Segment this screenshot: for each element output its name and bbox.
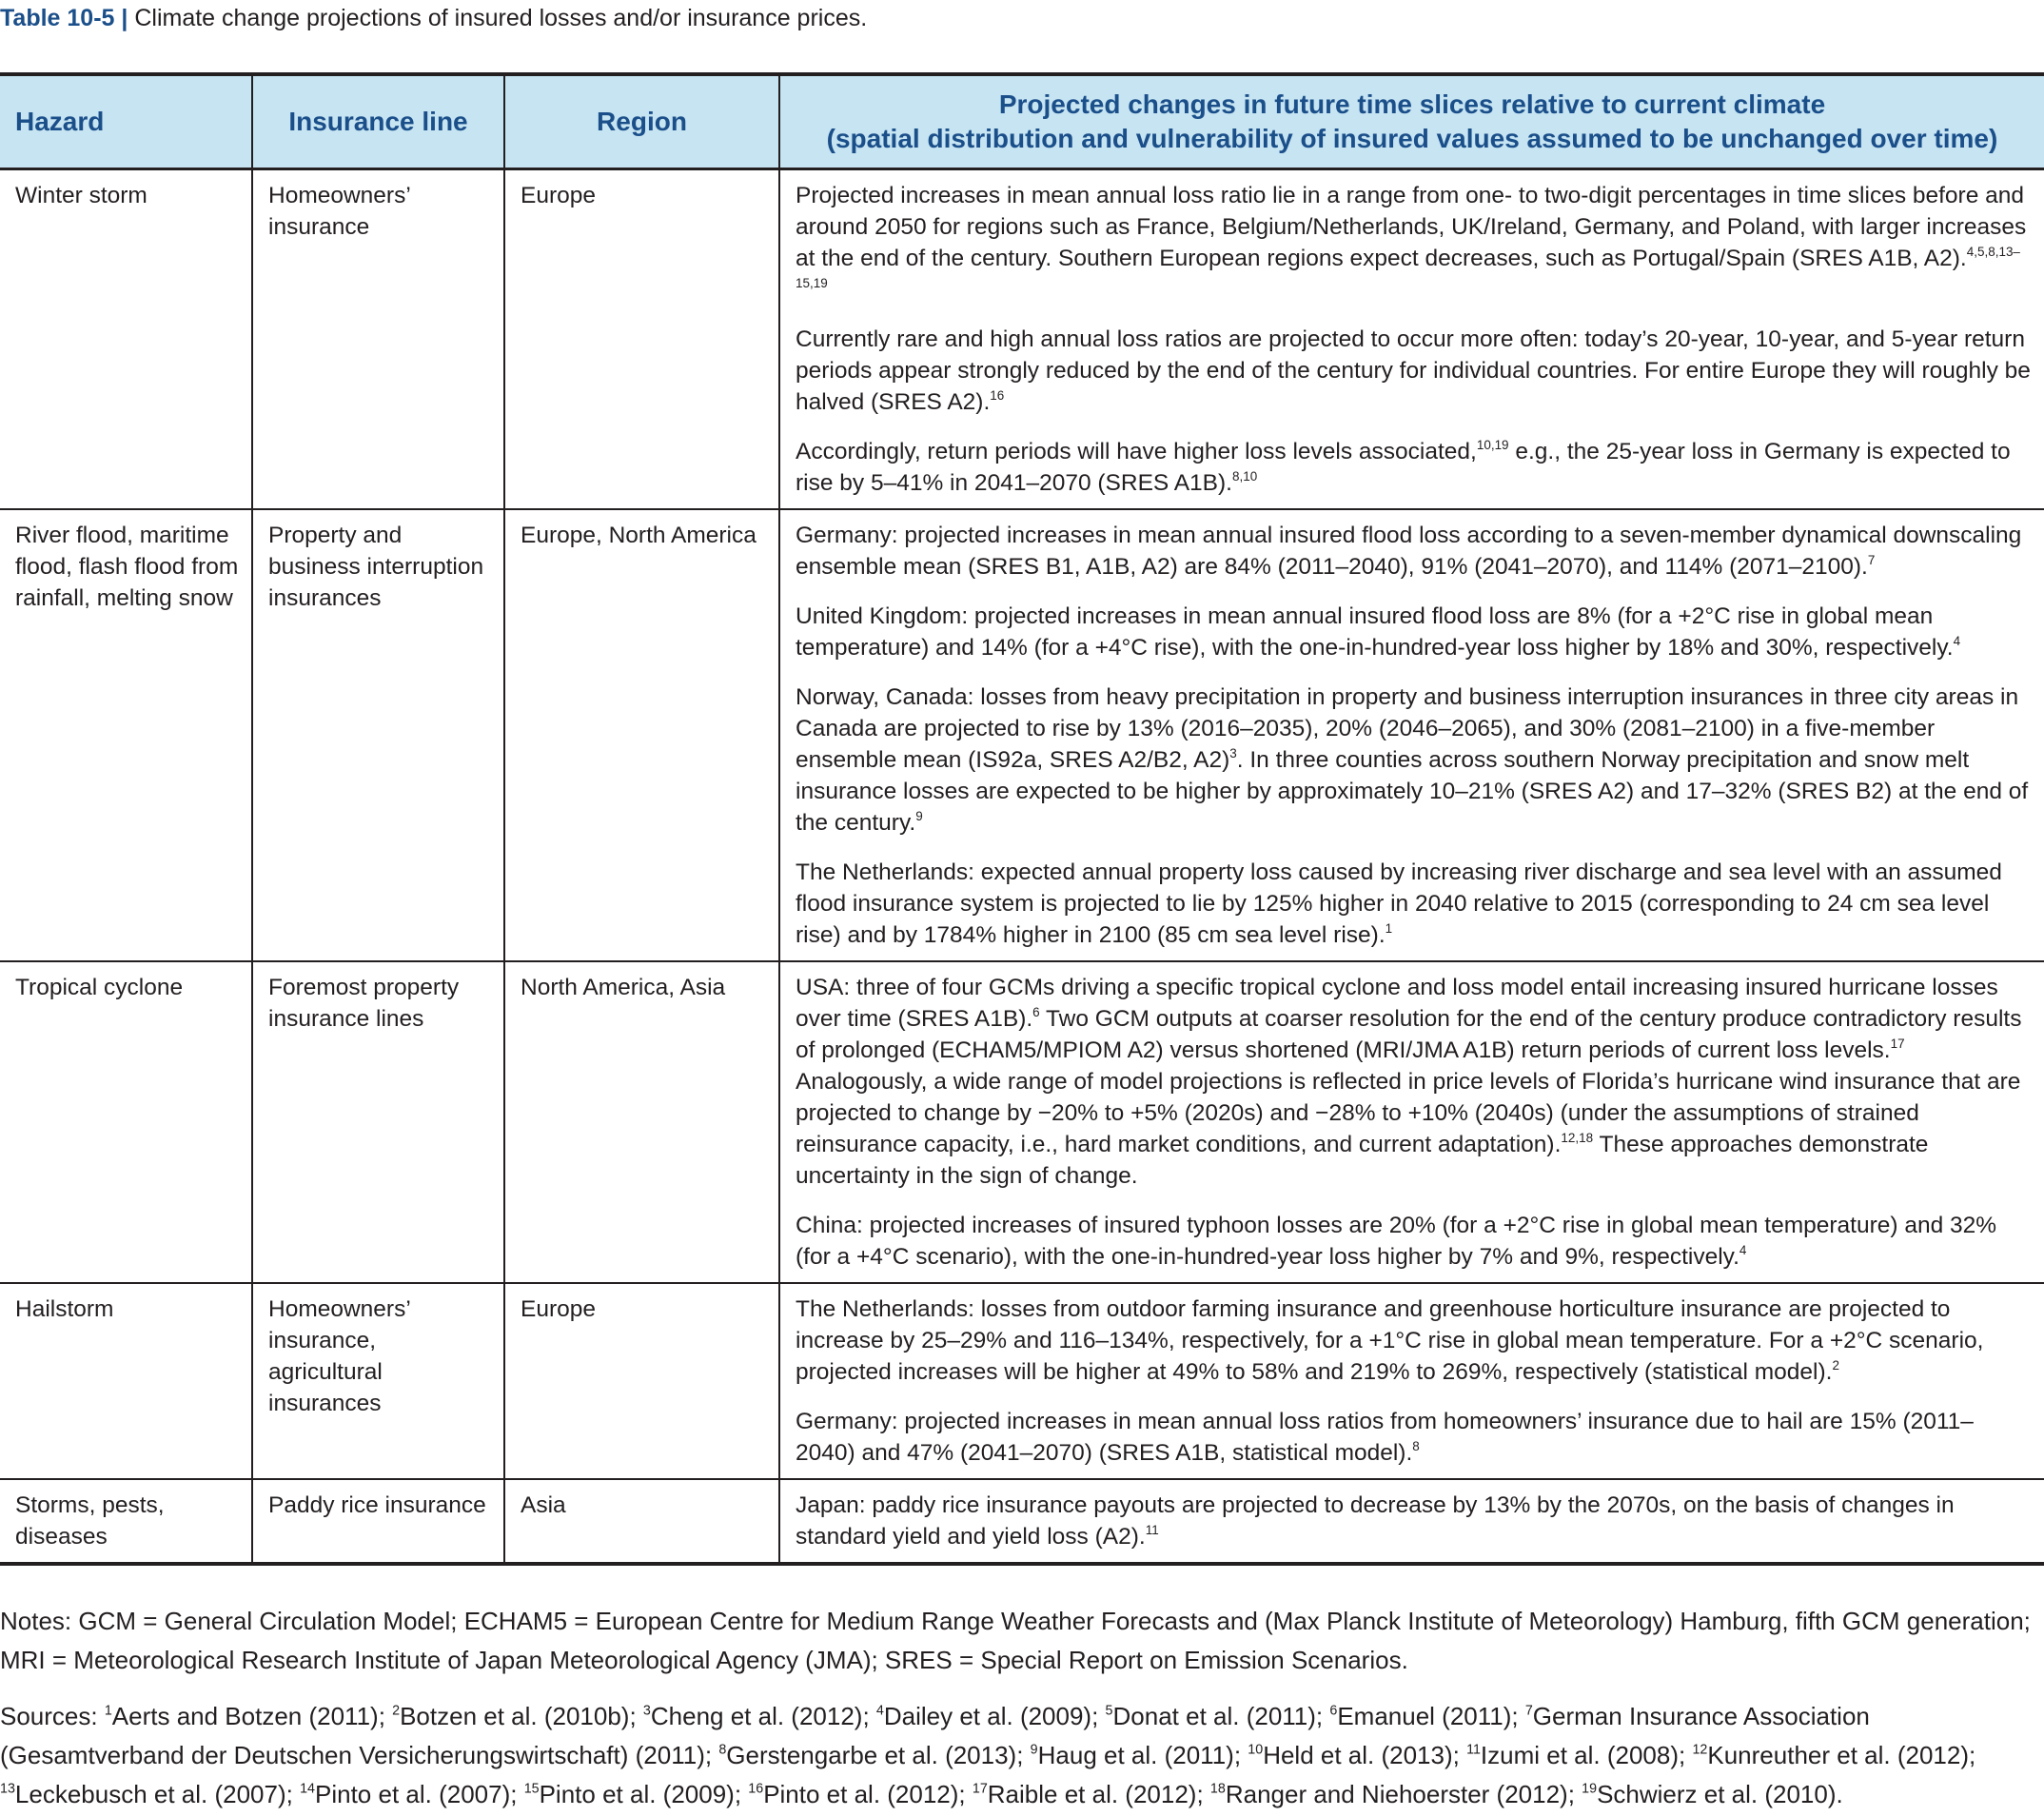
table-row — [0, 1479, 2044, 1564]
citation-superscript: 12,18 — [1561, 1130, 1594, 1145]
source-reference: Haug et al. (2011); — [1037, 1741, 1248, 1769]
source-number: 1 — [104, 1703, 112, 1719]
source-reference: Raible et al. (2012); — [987, 1780, 1210, 1808]
citation-superscript: 7 — [1867, 552, 1876, 567]
citation-superscript: 10,19 — [1476, 437, 1509, 452]
table-row — [0, 961, 2044, 1283]
source-number: 13 — [0, 1781, 15, 1797]
table-caption — [0, 4, 867, 32]
insurance-line-cell: Property and business interruption insurances — [252, 509, 504, 961]
source-reference: Gerstengarbe et al. (2013); — [726, 1741, 1031, 1769]
citation-superscript: 17 — [1890, 1036, 1905, 1051]
projections-table — [0, 72, 2044, 1566]
citation-superscript: 4 — [1739, 1242, 1747, 1257]
source-number: 18 — [1209, 1781, 1226, 1797]
paragraph-text: The Netherlands: losses from outdoor farming insurance and greenhouse horticulture insurance are projected to increase by 25–29% and 116–134%, respectively, for a +1°C rise in global mean temperature. For a +2°C scenario, projected increases will be higher at 49% to 58% and 219% to 269%, respectively (statistical model). — [796, 1296, 1984, 1385]
header-region: Region — [504, 74, 779, 169]
caption-separator: | — [121, 5, 128, 31]
source-number: 17 — [972, 1781, 988, 1797]
source-reference: Pinto et al. (2012); — [763, 1780, 973, 1808]
projection-paragraph — [796, 180, 2033, 306]
citation-superscript: 3 — [1229, 745, 1237, 760]
header-projected-changes — [779, 74, 2044, 169]
paragraph-text: . In three counties across southern Norway precipitation and snow melt insurance losses are expected to be higher by approximately 10–21% (SRES A2) and 17–32% (SRES B2) at the end of the century. — [796, 747, 2029, 836]
citation-superscript: 11 — [1145, 1522, 1159, 1537]
header-row — [0, 74, 2044, 169]
source-number: 2 — [392, 1703, 401, 1719]
projection-paragraph — [796, 857, 2033, 951]
source-reference: Donat et al. (2011); — [1112, 1702, 1330, 1730]
region-cell: North America, Asia — [504, 961, 779, 1283]
projection-cell — [779, 961, 2044, 1283]
table-label: Table 10-5 — [0, 5, 115, 31]
citation-superscript: 6 — [1032, 1004, 1040, 1019]
table-body — [0, 169, 2044, 1565]
paragraph-text: China: projected increases of insured typhoon losses are 20% (for a +2°C rise in global mean temperature) and 32% (for a +4°C scenario), with the one-in-hundred-year loss higher by 7% and 9%, respectively. — [796, 1213, 1997, 1270]
hazard-cell: Winter storm — [15, 183, 147, 208]
source-number: 5 — [1105, 1703, 1113, 1719]
citation-superscript: 9 — [915, 808, 923, 823]
paragraph-text: e.g., the 25-year loss in Germany is expected to rise by 5–41% in 2041–2070 (SRES A1B). — [796, 439, 2011, 496]
citation-superscript: 16 — [990, 387, 1005, 403]
source-reference: Pinto et al. (2007); — [315, 1780, 524, 1808]
table-row — [0, 1283, 2044, 1479]
source-reference: Botzen et al. (2010b); — [400, 1702, 643, 1730]
source-reference: Izumi et al. (2008); — [1480, 1741, 1693, 1769]
table-row — [0, 509, 2044, 961]
citation-superscript: 8 — [1412, 1438, 1420, 1453]
header-projected-line1: Projected changes in future time slices relative to current climate — [998, 89, 1826, 119]
projection-cell — [779, 509, 2044, 961]
paragraph-text: Currently rare and high annual loss ratios are projected to occur more often: today’s 20-year, 10-year, and 5-year return periods appear strongly reduced by the end of the century for individual countries. For entire Europe they will roughly be halved (SRES A2). — [796, 326, 2031, 415]
header-projected-line2: (spatial distribution and vulnerability of insured values assumed to be unchanged over time) — [826, 124, 1998, 153]
source-reference: Leckebusch et al. (2007); — [14, 1780, 301, 1808]
paragraph-text: These approaches demonstrate uncertainty in the sign of change. — [796, 1132, 1929, 1189]
projection-paragraph — [796, 1210, 2033, 1273]
source-number: 12 — [1692, 1742, 1708, 1758]
region-cell: Europe — [504, 1283, 779, 1479]
source-reference: Ranger and Niehoerster (2012); — [1225, 1780, 1582, 1808]
source-reference: Dailey et al. (2009); — [883, 1702, 1106, 1730]
paragraph-text: USA: three of four GCMs driving a specific tropical cyclone and loss model entail increasing insured hurricane losses over time (SRES A1B). — [796, 975, 1998, 1032]
insurance-line-cell: Paddy rice insurance — [252, 1479, 504, 1564]
paragraph-text: Two GCM outputs at coarser resolution for the end of the century produce contradictory results of prolonged (ECHAM5/MPIOM A2) versus shortened (MRI/JMA A1B) return periods of current loss levels. — [796, 1006, 2022, 1063]
paragraph-text: Analogously, a wide range of model projections is reflected in price levels of Florida’s hurricane wind insurance that are projected to change by −20% to +5% (2020s) and −28% to +10% (2040s) (under the assumptions of strained reinsurance capacity, i.e., hard market conditions, and current adaptation). — [796, 1069, 2021, 1157]
paragraph-text: Projected increases in mean annual loss ratio lie in a range from one- to two-digit percentages in time slices before and around 2050 for regions such as France, Belgium/Netherlands, UK/Ireland, Germany, and Poland, with larger increases at the end of the century. Southern European regions expect decreases, such as Portugal/Spain (SRES A1B, A2). — [796, 183, 2027, 271]
source-number: 6 — [1329, 1703, 1338, 1719]
projection-cell — [779, 169, 2044, 510]
paragraph-text: Norway, Canada: losses from heavy precipitation in property and business interruption insurances in three city areas in Canada are projected to rise by 13% (2016–2035), 20% (2046–2065), and 30% (2081–2100) in a five-member ensemble mean (IS92a, SRES A2/B2, A2) — [796, 684, 2019, 773]
projection-paragraph — [796, 681, 2033, 839]
region-cell: Europe — [504, 169, 779, 510]
source-number: 19 — [1582, 1781, 1598, 1797]
source-reference: German Insurance Association (Gesamtverband der Deutschen Versicherungswirtschaft) (2011); — [0, 1702, 1870, 1769]
source-reference: Kunreuther et al. (2012); — [1707, 1741, 1976, 1769]
source-number: 15 — [523, 1781, 540, 1797]
source-number: 16 — [748, 1781, 764, 1797]
header-hazard: Hazard — [0, 74, 252, 169]
source-number: 14 — [300, 1781, 315, 1797]
table-notes: Notes: GCM = General Circulation Model; ECHAM5 = European Centre for Medium Range Weather Forecasts and (Max Planck Institute of Meteorology) Hamburg, fifth GCM generation; MRI = Meteorological Research Institute of Japan Meteorological Agency (JMA); SRES = Special Report on Emission Scenarios. — [0, 1607, 2031, 1674]
projection-paragraph — [796, 520, 2033, 583]
sources-prefix: Sources: — [0, 1702, 105, 1730]
hazard-cell: Storms, pests, diseases — [0, 1479, 252, 1564]
projection-paragraph — [796, 601, 2033, 663]
hazard-cell: Hailstorm — [0, 1283, 252, 1479]
table-row — [0, 169, 2044, 510]
paragraph-text: The Netherlands: expected annual property loss caused by increasing river discharge and sea level with an assumed flood insurance system is projected to lie by 125% higher in 2040 relative to 2015 (corresponding to 24 cm sea level rise) and by 1784% higher in 2100 (85 cm sea level rise). — [796, 859, 2002, 948]
projection-cell — [779, 1283, 2044, 1479]
insurance-line-cell: Homeowners’ insurance — [252, 169, 504, 510]
caption-text: Climate change projections of insured losses and/or insurance prices. — [134, 5, 868, 31]
paragraph-text: Germany: projected increases in mean annual loss ratios from homeowners’ insurance due to hail are 15% (2011–2040) and 47% (2041–2070) (SRES A1B, statistical model). — [796, 1409, 1974, 1466]
source-number: 8 — [718, 1742, 727, 1758]
hazard-cell: Tropical cyclone — [0, 961, 252, 1283]
source-reference: Emanuel (2011); — [1337, 1702, 1525, 1730]
source-number: 4 — [875, 1703, 884, 1719]
projection-paragraph — [796, 324, 2033, 418]
projection-paragraph — [796, 436, 2033, 499]
paragraph-text: Germany: projected increases in mean annual insured flood loss according to a seven-member dynamical downscaling ensemble mean (SRES B1, A1B, A2) are 84% (2011–2040), 91% (2041–2070), and 114% (2071–2100). — [796, 523, 2022, 580]
insurance-line-cell: Homeowners’ insurance, agricultural insurances — [252, 1283, 504, 1479]
source-number: 7 — [1524, 1703, 1533, 1719]
paragraph-text: Accordingly, return periods will have higher loss levels associated, — [796, 439, 1477, 464]
region-cell: Asia — [504, 1479, 779, 1564]
source-number: 10 — [1248, 1742, 1264, 1758]
hazard-cell: River flood, maritime flood, flash flood from rainfall, melting snow — [0, 509, 252, 961]
citation-superscript: 4 — [1953, 633, 1961, 648]
table-sources — [0, 1697, 2044, 1814]
citation-superscript: 2 — [1832, 1357, 1839, 1373]
region-cell: Europe, North America — [504, 509, 779, 961]
header-insurance-line: Insurance line — [252, 74, 504, 169]
source-reference: Aerts and Botzen (2011); — [111, 1702, 393, 1730]
source-number: 3 — [642, 1703, 651, 1719]
citation-superscript: 8,10 — [1231, 468, 1258, 484]
projection-paragraph — [796, 1294, 2033, 1388]
insurance-line-cell: Foremost property insurance lines — [252, 961, 504, 1283]
projection-cell — [779, 1479, 2044, 1564]
citation-superscript: 4,5,8,13–15,19 — [796, 244, 2020, 290]
projection-paragraph — [796, 1406, 2033, 1469]
paragraph-text: Japan: paddy rice insurance payouts are projected to decrease by 13% by the 2070s, on the basis of changes in standard yield and yield loss (A2). — [796, 1492, 1955, 1550]
source-reference: Pinto et al. (2009); — [539, 1780, 749, 1808]
projection-paragraph — [796, 972, 2033, 1192]
projection-paragraph — [796, 1490, 2033, 1552]
source-number: 9 — [1030, 1742, 1038, 1758]
source-number: 11 — [1466, 1742, 1481, 1758]
paragraph-text: United Kingdom: projected increases in mean annual insured flood loss are 8% (for a +2°C rise in global mean temperature) and 14% (for a +4°C rise), with the one-in-hundred-year loss higher by 18% and 30%, respectively. — [796, 603, 1954, 661]
source-reference: Cheng et al. (2012); — [650, 1702, 876, 1730]
source-reference: Schwierz et al. (2010). — [1597, 1780, 1843, 1808]
citation-superscript: 1 — [1385, 920, 1393, 936]
source-reference: Held et al. (2013); — [1263, 1741, 1467, 1769]
